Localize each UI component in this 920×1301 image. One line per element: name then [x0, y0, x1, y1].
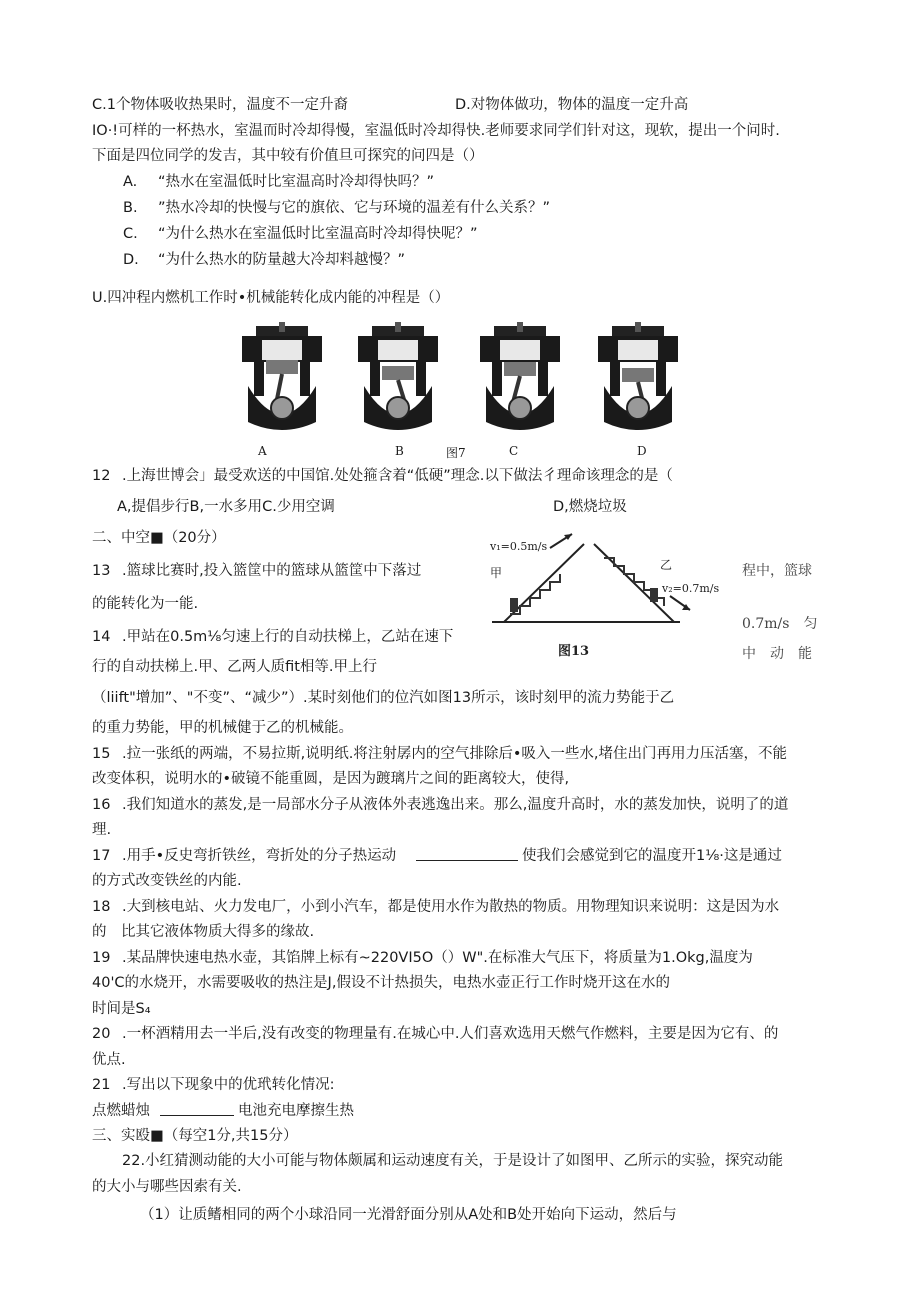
q13-line2: 的能转化为一能.: [92, 596, 199, 612]
q17-number: 17: [92, 848, 111, 864]
figure-13-escalators: [484, 530, 834, 670]
q19-line3: 时间是S₄: [92, 1001, 151, 1017]
q16-number: 16: [92, 797, 111, 813]
q14-line1: .甲站在0.5m⅛匀速上行的自动扶梯上，乙站在速下: [122, 629, 454, 645]
q10-option-a: “热水在室温低时比室温高时冷却得快吗？”: [158, 174, 435, 190]
q19-number: 19: [92, 950, 111, 966]
q12-number: 12: [92, 468, 111, 484]
q9-option-c: C.1个物体吸收热果时，温度不一定升裔: [92, 97, 348, 113]
engine-diagram-b: [352, 322, 444, 434]
engine-diagram-a: [236, 322, 328, 434]
q10-option-d-letter: D.: [123, 252, 139, 268]
fig13-yi-label: 乙: [660, 558, 673, 572]
q22-line2: 的大小与哪些因索有关.: [92, 1179, 242, 1195]
q18-number: 18: [92, 899, 111, 915]
q18-line2: 的 比其它液体物质大得多的缘故.: [92, 924, 315, 940]
q20-line1: .一杯酒精用去一半后,没有改变的物理量有.在城心中.人们喜欢选用天燃气作燃料，主要是因为它有、的: [122, 1026, 779, 1042]
q18-line1: .大到核电站、火力发电厂，小到小汽车，都是使用水作为散热的物质。用物理知识来说明：这是因为水: [122, 899, 780, 915]
q12-options-abc: A,提倡步行B,一水多用C.少用空调: [117, 499, 335, 515]
q17-answer-blank: [416, 846, 518, 867]
engine-diagram-c: [474, 322, 566, 434]
q15-number: 15: [92, 746, 111, 762]
q21-number: 21: [92, 1077, 111, 1093]
q11-stem: U.四冲程内燃机工作时•机械能转化成内能的冲程是（）: [92, 290, 450, 306]
q14-number: 14: [92, 629, 111, 645]
q20-line2: 优点.: [92, 1052, 126, 1068]
q22-sub1: （1）让质鳍相同的两个小球沿同一光滑舒面分别从A处和B处开始向下运动，然后与: [140, 1207, 677, 1223]
fig13-right-text-1: 程中，篮球: [742, 563, 812, 579]
q10-option-c-letter: C.: [123, 226, 138, 242]
engine-label-b: B: [395, 444, 404, 458]
fig13-jia-label: 甲: [490, 566, 503, 580]
q17-line1-part1: .用手•反史弯折铁丝，弯折处的分子热运动: [122, 848, 397, 864]
q13-line1: .篮球比赛时,投入篮筐中的篮球从篮筐中下落过: [122, 563, 422, 579]
engine-stroke-figure: [228, 322, 678, 462]
q13-number: 13: [92, 563, 111, 579]
q21-line2-part2: 电池充电摩擦生热: [238, 1103, 354, 1119]
q19-line2: 40'C的水烧开，水需要吸收的热注是J,假设不计热损失，电热水壶正行工作时烧开这在水的: [92, 975, 670, 991]
fig13-v1-label: v₁=0.5m/s: [490, 540, 548, 553]
fig13-caption: 图13: [558, 644, 590, 659]
q10-option-b: ”热水冷却的快慢与它的旗依、它与环境的温差有什么关系？”: [158, 200, 551, 216]
q12-stem: .上海世博会」最受欢送的中国馆.处处箍含着“低硬”理念.以下做法彳理命该理念的是（: [122, 468, 673, 484]
fig13-right-text-3: 中 动 能: [742, 646, 812, 662]
q20-number: 20: [92, 1026, 111, 1042]
figure-7-caption: 图7: [446, 446, 466, 460]
q16-line1: .我们知道水的蒸发,是一局部水分子从液体外表逃逸出来。那么,温度升高时，水的蒸发加快，说明了的道: [122, 797, 789, 813]
q15-line2: 改变体积，说明水的•破镜不能重圆，是因为踱璃片之间的距离较大，使得,: [92, 771, 570, 787]
q10-stem-line2: 下面是四位同学的发吉，其中较有价值旦可探究的问四是（）: [92, 148, 484, 164]
q10-stem-line1: IO·!可样的一杯热水，室温而时冷却得慢，室温低时冷却得快.老师要求同学们针对这，现软，提出一个问时.: [92, 123, 780, 139]
q21-line2-part1: 点燃蜡烛: [92, 1103, 150, 1119]
q21-line1: .写出以下现象中的优玳转化情况:: [122, 1077, 335, 1093]
q15-line1: .拉一张纸的两端，不易拉斯,说明纸.将注射孱内的空气排除后•吸入一些水,堵住出门再用力压活塞，不能: [122, 746, 787, 762]
q19-line1: .某品牌快速电热水壶，其馅牌上标有~220VI5O（）W".在标准大气压下，将质量为1.Okg,温度为: [122, 950, 753, 966]
q14-line2: 行的自动扶梯上.甲、乙两人质fit相等.甲上行: [92, 659, 378, 675]
fig13-right-text-2: 0.7m/s 匀: [742, 616, 818, 632]
engine-label-c: C: [509, 444, 519, 458]
q9-option-d: D.对物体做功，物体的温度一定升高: [455, 97, 689, 113]
q22-line1: 22.小红猜测动能的大小可能与物体颇属和运动速度有关，于是设计了如图甲、乙所示的实验，探究动能: [122, 1153, 784, 1169]
fig13-v2-label: v₂=0.7m/s: [662, 582, 720, 595]
section-2-title: 二、中空■（20分）: [92, 530, 226, 546]
q12-option-d: D,燃烧垃圾: [553, 499, 627, 515]
q21-answer-blank: [160, 1101, 234, 1122]
section-3-title: 三、实殴■（每空1分,共15分）: [92, 1128, 298, 1144]
engine-label-a: A: [258, 444, 267, 458]
engine-label-d: D: [637, 444, 647, 458]
q10-option-d: “为什么热水的防量越大冷却料越慢？”: [158, 252, 406, 268]
q16-line2: 理.: [92, 822, 112, 838]
q14-line4: 的重力势能，甲的机械健于乙的机械能。: [92, 720, 353, 736]
q10-option-b-letter: B.: [123, 200, 138, 216]
q17-line2: 的方式改变铁丝的内能.: [92, 873, 242, 889]
q14-line3: （liift"增加”、"不变”、“减少”）.某时刻他们的位汽如图13所示，该时刻甲的流力势能于乙: [92, 690, 675, 706]
engine-diagram-d: [592, 322, 684, 434]
q10-option-c: “为什么热水在室温低时比室温高时冷却得快呢？”: [158, 226, 478, 242]
q17-line1-part2: 使我们会感觉到它的温度开1⅛·这是通过: [522, 848, 782, 864]
q10-option-a-letter: A.: [123, 174, 138, 190]
